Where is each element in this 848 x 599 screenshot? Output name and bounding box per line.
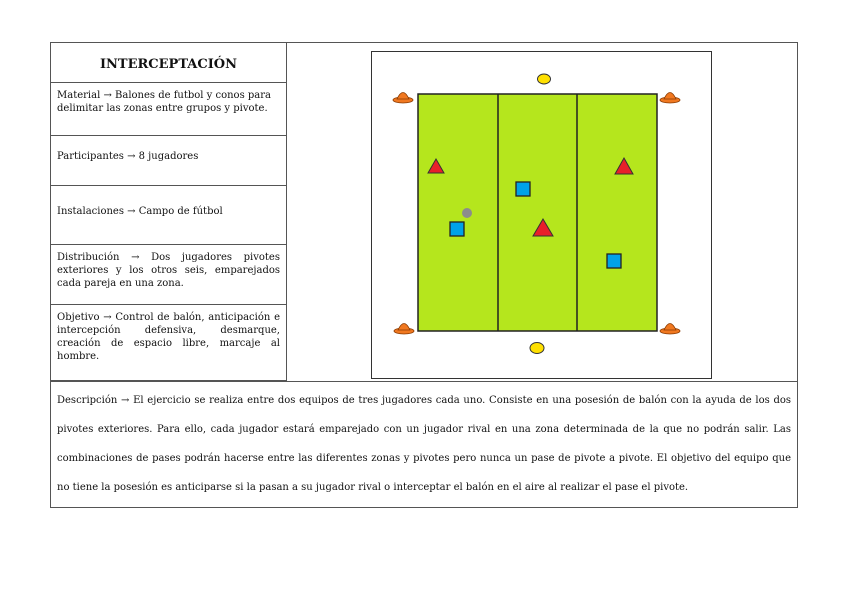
page-title: INTERCEPTACIÓN <box>51 43 286 83</box>
ball-icon <box>462 208 472 218</box>
cone-top-left <box>393 93 413 104</box>
pivot-bottom <box>530 343 544 354</box>
cone-top-right <box>660 93 680 104</box>
pivot-top <box>538 74 551 84</box>
blue-player-zone-3 <box>607 254 621 268</box>
field-diagram <box>371 51 712 379</box>
cone-bottom-left <box>394 324 414 335</box>
cone-bottom-right <box>660 324 680 335</box>
instalaciones-text: Instalaciones → Campo de fútbol <box>51 186 286 245</box>
blue-player-zone-2 <box>516 182 530 196</box>
participantes-text: Participantes → 8 jugadores <box>51 136 286 186</box>
objetivo-text: Objetivo → Control de balón, anticipación e intercepción defensiva, desmarque, creación de espacio libre, marcaje al hombre. <box>51 305 286 381</box>
info-column <box>51 43 287 381</box>
distribucion-text: Distribución → Dos jugadores pivotes exteriores y los otros seis, emparejados cada pareja en una zona. <box>51 245 286 305</box>
material-text: Material → Balones de futbol y conos para delimitar las zonas entre grupos y pivote. <box>51 83 286 136</box>
blue-player-zone-1 <box>450 222 464 236</box>
field-svg <box>372 52 711 378</box>
field-area <box>418 94 657 331</box>
descripcion-text: Descripción → El ejercicio se realiza entre dos equipos de tres jugadores cada uno. Consiste en una posesión de balón con la ayuda de los dos pivotes exteriores. Para ello, cada jugador estará emparejado con un jugador rival en una zona determinada de la que no podrán salir. Las combinaciones de pases podrán hacerse entre las diferentes zonas y pivotes pero nunca un pase de pivote a pivote. El objetivo del equipo que no tiene la posesión es anticiparse si la pasan a su jugador rival o interceptar el balón en el aire al realizar el pase el pivote. <box>51 381 797 507</box>
